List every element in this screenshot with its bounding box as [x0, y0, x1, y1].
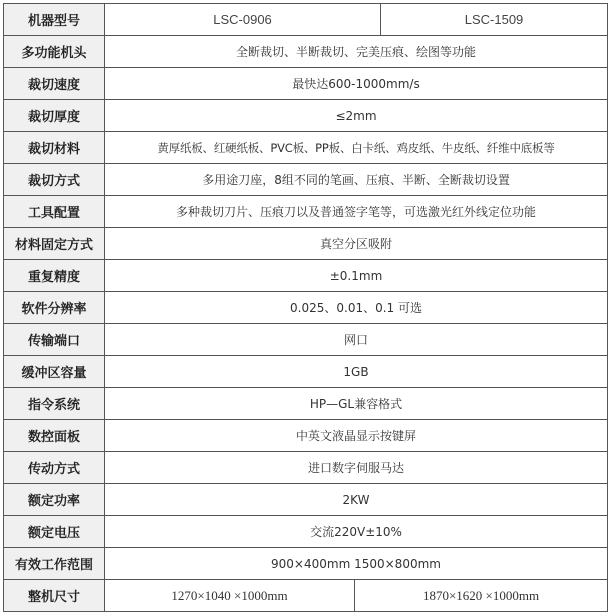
table-row: [4, 36, 608, 68]
row-value: 多种裁切刀片、压痕刀以及普通签字笔等，可选激光红外线定位功能: [105, 196, 608, 228]
row-value: 最快达600-1000mm/s: [105, 68, 608, 100]
table-row: [4, 356, 608, 388]
model-lsc-1509: LSC-1509: [381, 4, 608, 36]
row-label: 裁切厚度: [4, 100, 105, 132]
row-label: 裁切方式: [4, 164, 105, 196]
table-row: [4, 260, 608, 292]
row-value: 进口数字伺服马达: [105, 452, 608, 484]
row-label: 传动方式: [4, 452, 105, 484]
table-row: [4, 516, 608, 548]
row-label: 材料固定方式: [4, 228, 105, 260]
row-label: 软件分辨率: [4, 292, 105, 324]
row-value: 网口: [105, 324, 608, 356]
table-row: [4, 68, 608, 100]
table-row: [4, 196, 608, 228]
model-lsc-0906: LSC-0906: [105, 4, 381, 36]
row-value: HP—GL兼容格式: [105, 388, 608, 420]
table-row: [4, 228, 608, 260]
size-lsc-1509: 1870×1620 ×1000mm: [355, 580, 608, 612]
row-value: 2KW: [105, 484, 608, 516]
row-value: ±0.1mm: [105, 260, 608, 292]
row-value: 全断裁切、半断裁切、完美压痕、绘图等功能: [105, 36, 608, 68]
table-row: [4, 100, 608, 132]
row-label: 多功能机头: [4, 36, 105, 68]
table-row: [4, 420, 608, 452]
table-row: [4, 292, 608, 324]
table-row-model: [4, 4, 608, 36]
row-label: 数控面板: [4, 420, 105, 452]
row-label: 裁切材料: [4, 132, 105, 164]
size-lsc-0906: 1270×1040 ×1000mm: [105, 580, 355, 612]
row-label: 额定功率: [4, 484, 105, 516]
row-value: 中英文液晶显示按键屏: [105, 420, 608, 452]
row-value: 多用途刀座，8组不同的笔画、压痕、半断、全断裁切设置: [105, 164, 608, 196]
row-label-model: 机器型号: [4, 4, 105, 36]
row-value: 0.025、0.01、0.1 可选: [105, 292, 608, 324]
row-value: 真空分区吸附: [105, 228, 608, 260]
table-row: [4, 164, 608, 196]
table-row-size: [4, 580, 608, 612]
row-label: 额定电压: [4, 516, 105, 548]
spec-table: [3, 3, 608, 612]
row-value: 黄厚纸板、红硬纸板、PVC板、PP板、白卡纸、鸡皮纸、牛皮纸、纤维中底板等: [105, 132, 608, 164]
table-row: [4, 452, 608, 484]
table-row: [4, 324, 608, 356]
row-value: ≤2mm: [105, 100, 608, 132]
row-label: 缓冲区容量: [4, 356, 105, 388]
row-label: 传输端口: [4, 324, 105, 356]
table-row: [4, 484, 608, 516]
row-value: 交流220V±10%: [105, 516, 608, 548]
row-label: 重复精度: [4, 260, 105, 292]
row-label: 工具配置: [4, 196, 105, 228]
row-label: 裁切速度: [4, 68, 105, 100]
row-value: 900×400mm 1500×800mm: [105, 548, 608, 580]
table-row: [4, 132, 608, 164]
table-row: [4, 548, 608, 580]
row-label: 有效工作范围: [4, 548, 105, 580]
row-value: 1GB: [105, 356, 608, 388]
table-row: [4, 388, 608, 420]
row-label: 指令系统: [4, 388, 105, 420]
row-label-size: 整机尺寸: [4, 580, 105, 612]
